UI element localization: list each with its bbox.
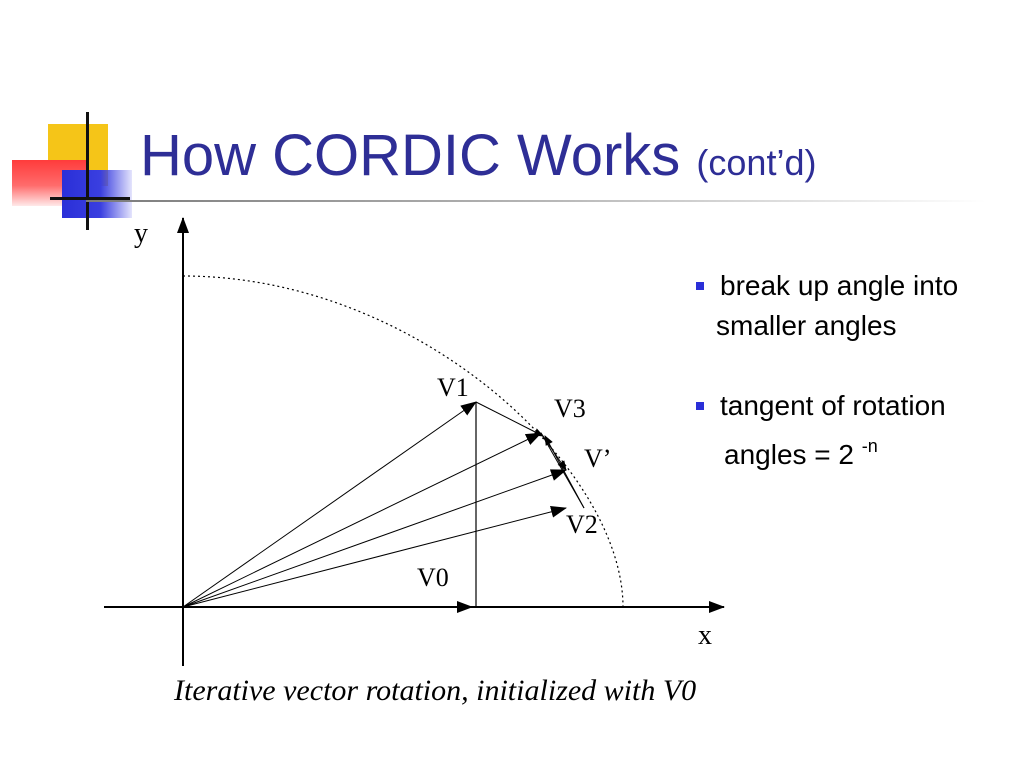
figure-caption: Iterative vector rotation, initialized with V0	[174, 674, 697, 707]
unit-circle-arc	[183, 276, 623, 607]
bullet-marker	[696, 282, 704, 290]
bullet-text: tangent of rotation	[720, 390, 946, 421]
bullet-text: break up angle into	[720, 270, 959, 301]
vector-label-v2: V2	[566, 510, 598, 539]
bullet-item	[696, 266, 1022, 346]
vector-label-vprime: V’	[584, 444, 612, 473]
v3-to-vprime-rotation	[541, 433, 566, 470]
vector-v2	[183, 508, 566, 607]
bullet-text: smaller angles	[716, 310, 897, 341]
vector-label-v1: V1	[437, 373, 469, 402]
bullet-text: angles = 2	[724, 439, 862, 470]
axis-label-y: y	[134, 218, 148, 249]
vector-vprime	[183, 470, 566, 607]
vector-v3	[183, 433, 541, 607]
bullet-list	[696, 266, 1022, 515]
vector-label-v3: V3	[554, 394, 586, 423]
slide-title-sub: (cont’d)	[696, 142, 817, 183]
bullet-marker	[696, 402, 704, 410]
vector-label-v0: V0	[417, 563, 449, 592]
axis-label-x: x	[698, 620, 712, 651]
v1-to-v2-rotation	[476, 402, 543, 436]
bullet-item	[696, 386, 1022, 475]
exponent: -n	[861, 436, 878, 456]
slide-title-main: How CORDIC Works	[140, 123, 681, 188]
